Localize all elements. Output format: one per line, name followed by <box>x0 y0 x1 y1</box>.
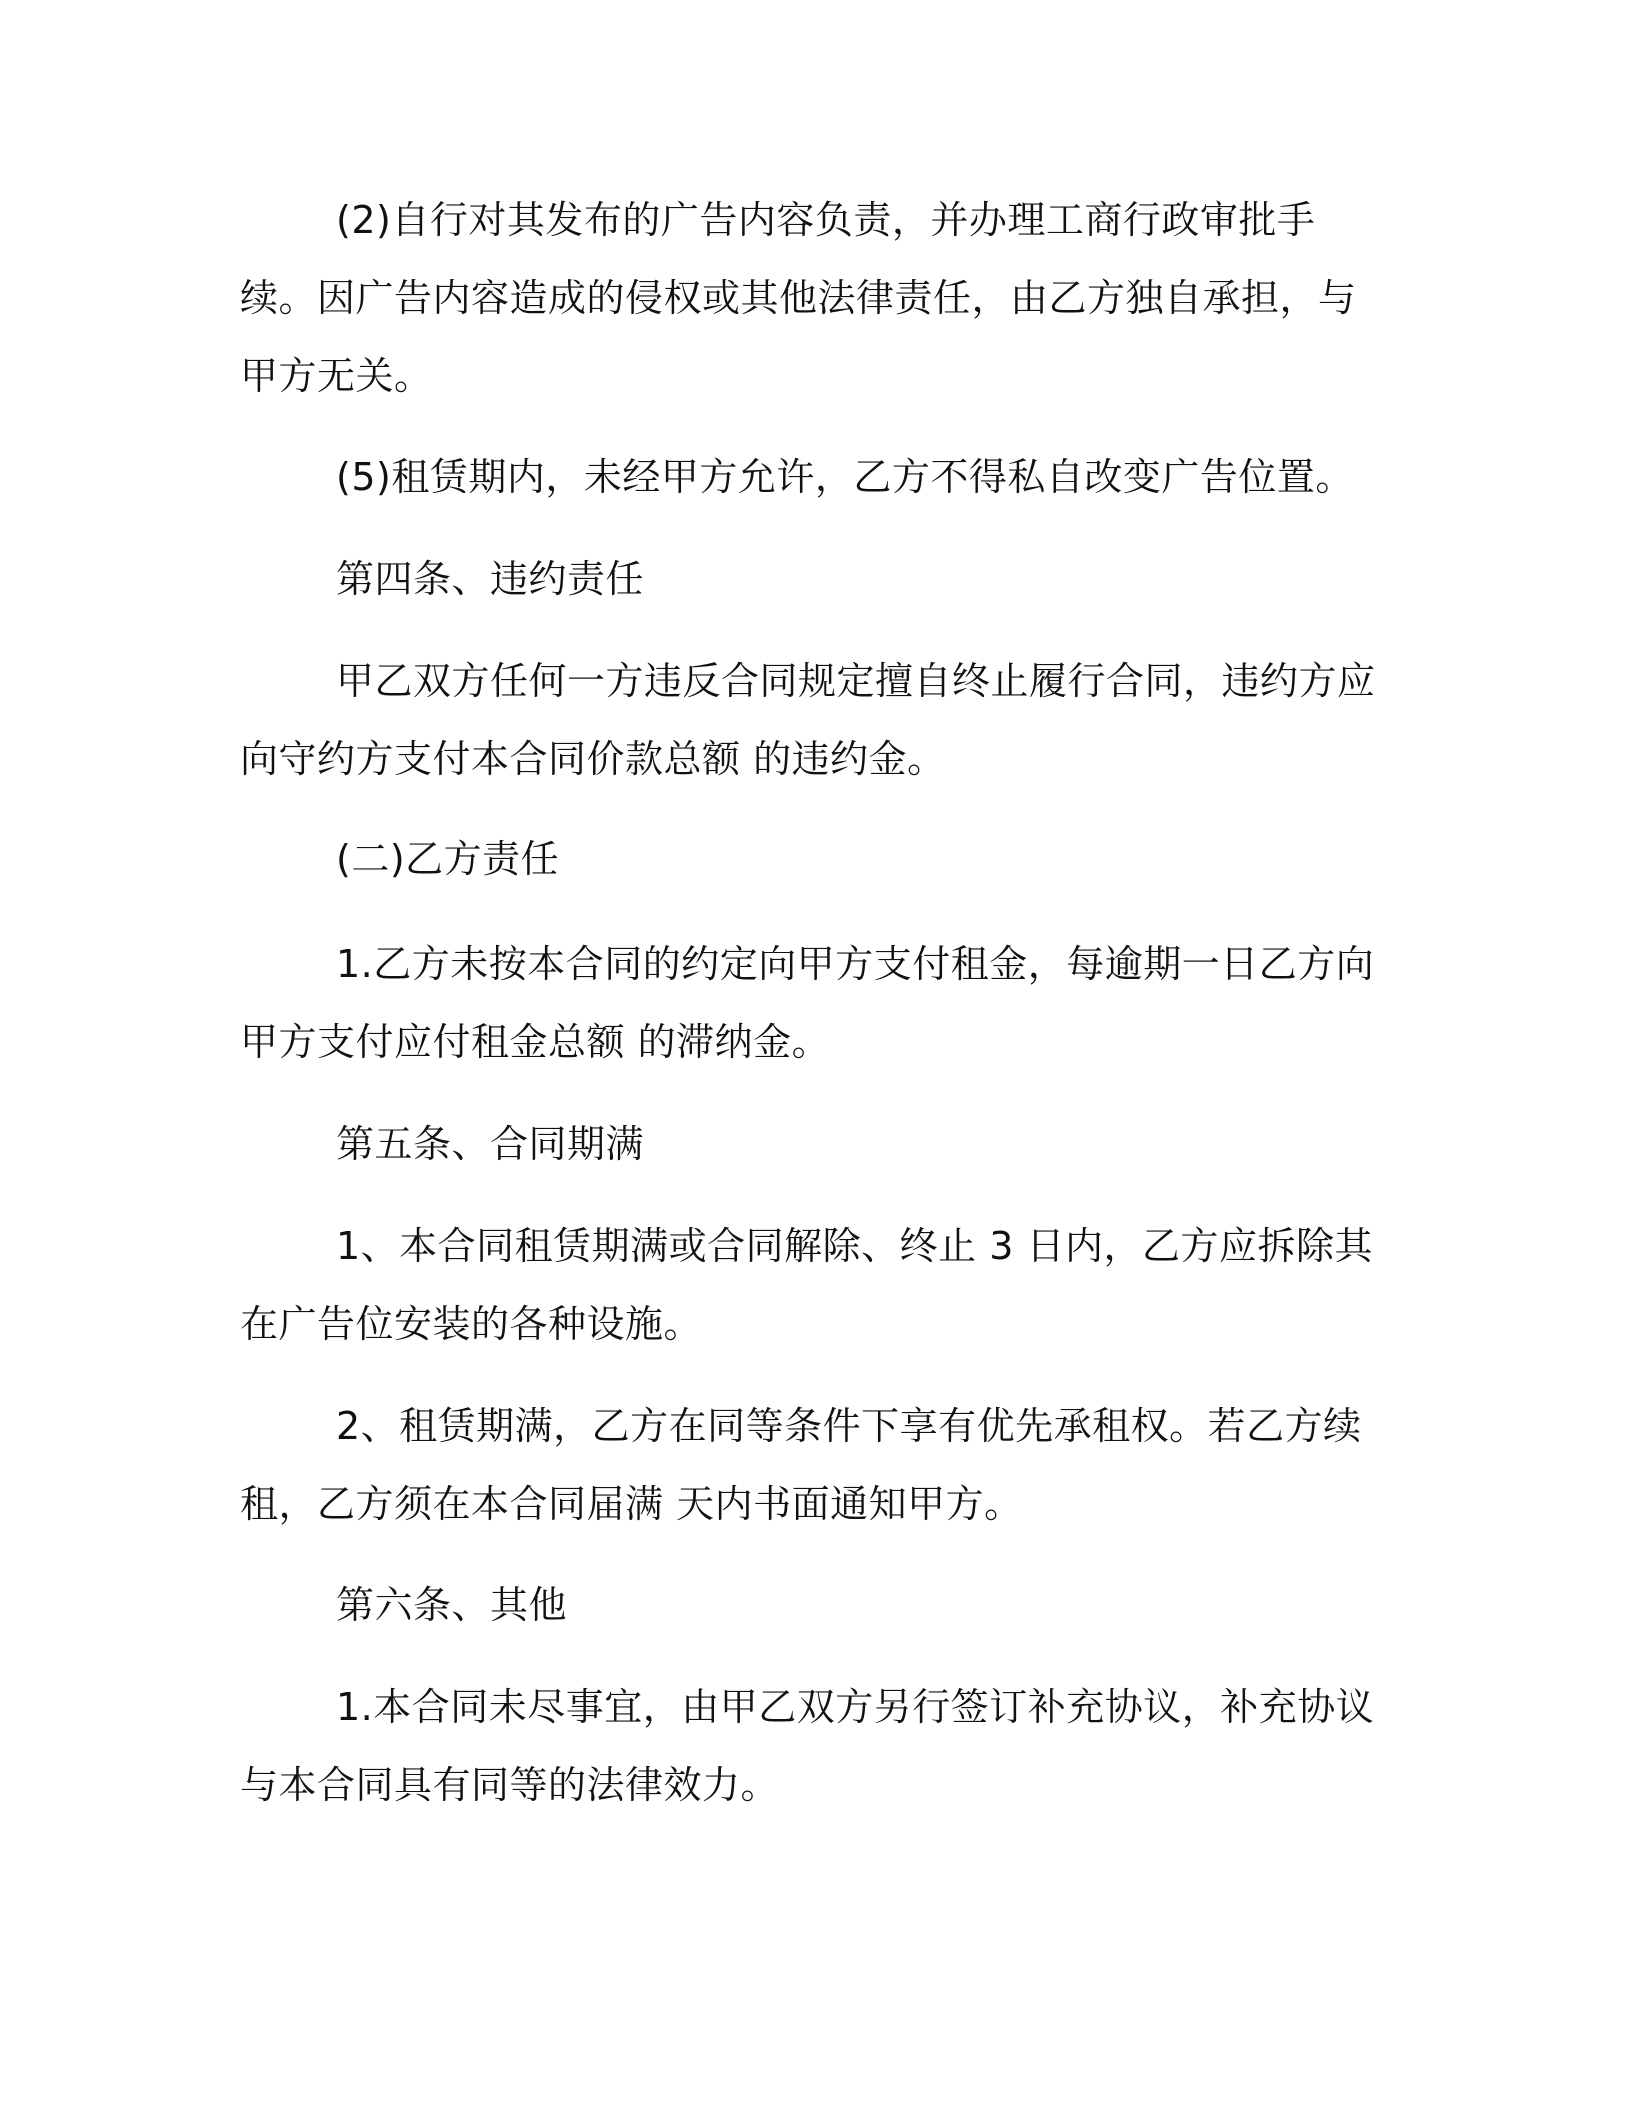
clause-renewal-priority: 2、租赁期满，乙方在同等条件下享有优先承租权。若乙方续租，乙方须在本合同届满 天内书面通知甲方。 <box>240 1404 1362 1526</box>
clause-facility-removal: 1、本合同租赁期满或合同解除、终止 3 日内，乙方应拆除其在广告位安装的各种设施。 <box>240 1224 1374 1346</box>
section-heading-contract-expiry: 第五条、合同期满 <box>336 1122 645 1166</box>
clause-late-payment-fee: 1.乙方未按本合同的约定向甲方支付租金，每逾期一日乙方向甲方支付应付租金总额 的滞纳金。 <box>240 942 1375 1064</box>
section-heading-breach-liability: 第四条、违约责任 <box>336 557 645 601</box>
subsection-heading-party-b-liability: (二)乙方责任 <box>336 837 560 881</box>
section-heading-other: 第六条、其他 <box>336 1583 568 1627</box>
clause-advertising-content-responsibility: (2)自行对其发布的广告内容负责，并办理工商行政审批手续。因广告内容造成的侵权或其他法律责任，由乙方独自承担，与甲方无关。 <box>240 198 1357 398</box>
clause-supplementary-agreement: 1.本合同未尽事宜，由甲乙双方另行签订补充协议，补充协议与本合同具有同等的法律效力。 <box>240 1685 1375 1807</box>
clause-breach-penalty: 甲乙双方任何一方违反合同规定擅自终止履行合同，违约方应向守约方支付本合同价款总额 的违约金。 <box>240 659 1376 781</box>
clause-no-position-change: (5)租赁期内，未经甲方允许，乙方不得私自改变广告位置。 <box>336 455 1354 499</box>
